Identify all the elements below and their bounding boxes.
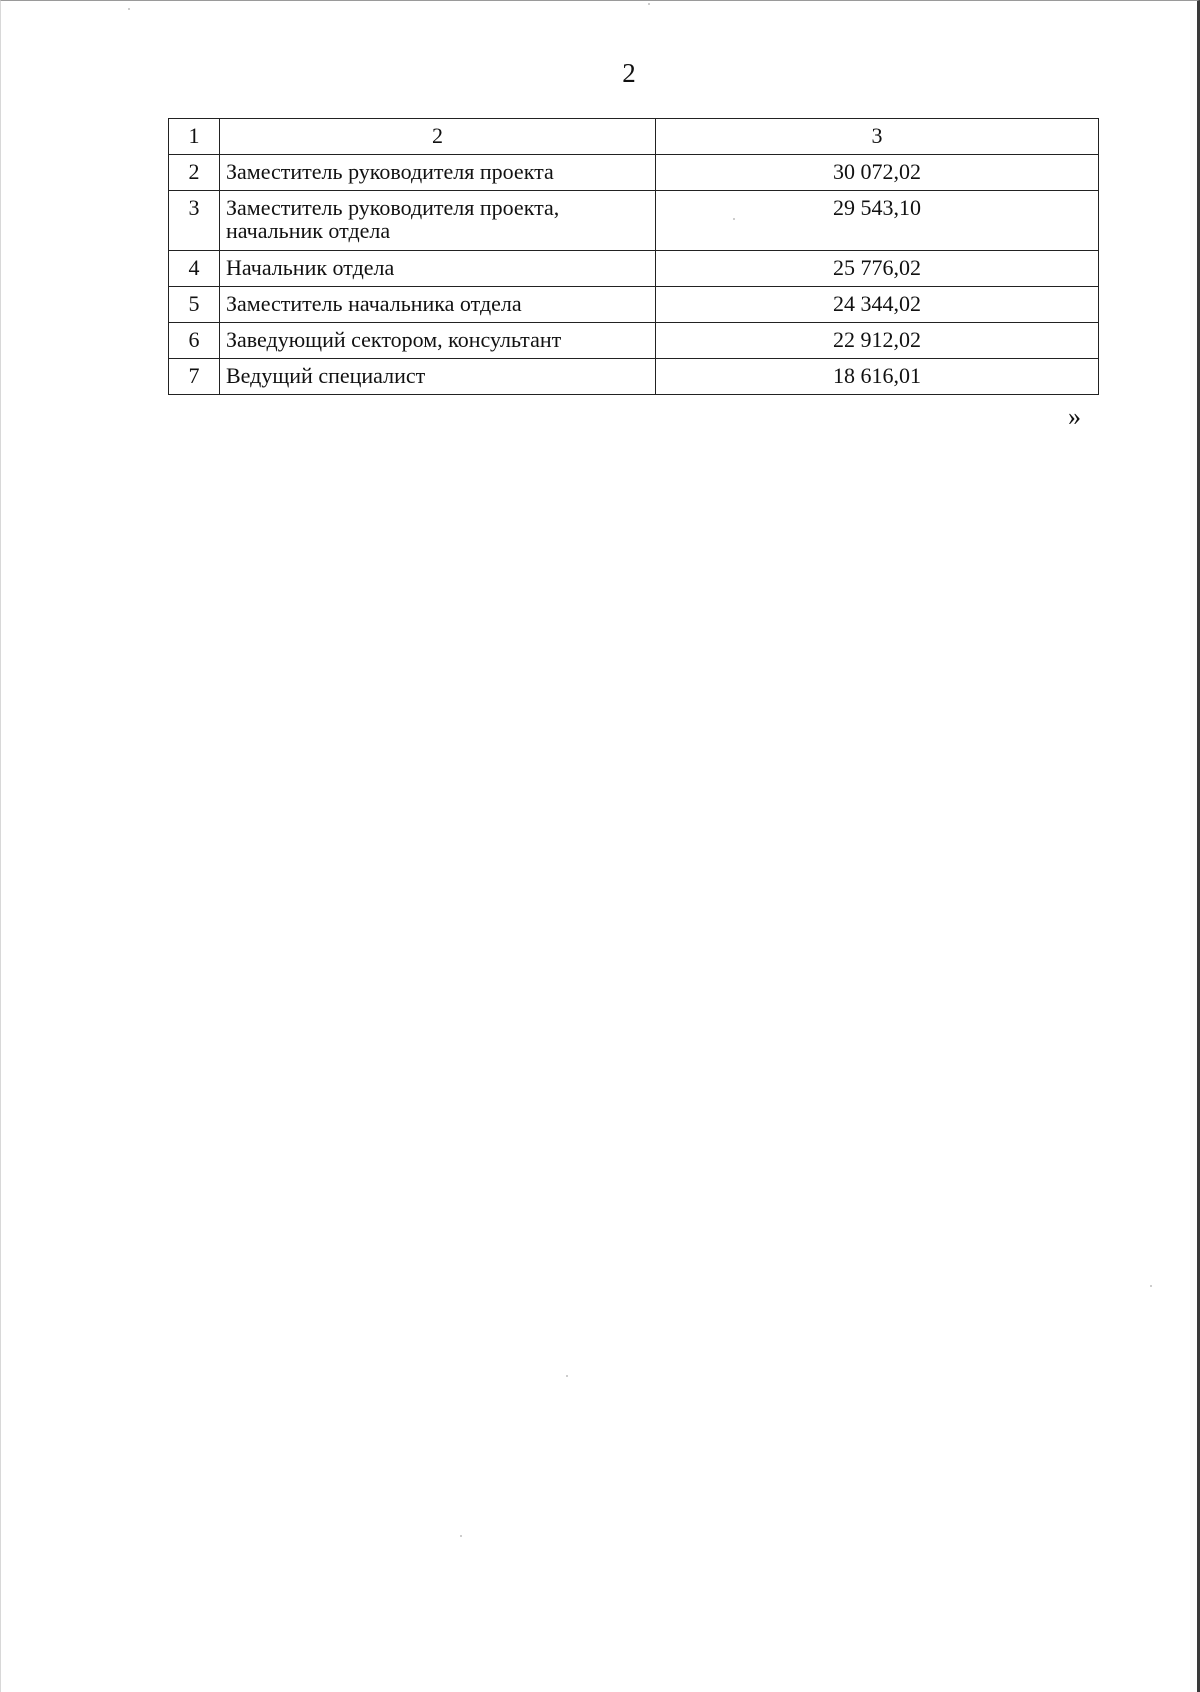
- salary-value: 24 344,02: [656, 287, 1099, 323]
- salary-table: [168, 118, 1099, 395]
- table-row: [169, 323, 1099, 359]
- header-cell-3: 3: [656, 119, 1099, 155]
- table-row: [169, 359, 1099, 395]
- position-title: [220, 191, 656, 251]
- table-row: [169, 155, 1099, 191]
- salary-value: 22 912,02: [656, 323, 1099, 359]
- position-title-line: Ведущий специалист: [226, 363, 426, 388]
- position-title-line: Заведующий сектором, консультант: [226, 327, 562, 352]
- position-title-line: Заместитель руководителя проекта,: [226, 195, 560, 220]
- header-cell-1: 1: [169, 119, 220, 155]
- row-number: 7: [169, 359, 220, 395]
- position-title: [220, 251, 656, 287]
- position-title-line: Начальник отдела: [226, 255, 395, 280]
- position-title-line: начальник отдела: [226, 218, 391, 243]
- closing-quote: »: [1068, 402, 1081, 431]
- position-title: [220, 359, 656, 395]
- position-title-line: Заместитель руководителя проекта: [226, 159, 554, 184]
- table-header-row: [169, 119, 1099, 155]
- scan-speck: [1150, 1285, 1152, 1287]
- salary-value: 29 543,10: [656, 191, 1099, 251]
- position-title: [220, 155, 656, 191]
- row-number: 4: [169, 251, 220, 287]
- position-title: [220, 287, 656, 323]
- salary-value: 30 072,02: [656, 155, 1099, 191]
- salary-value: 25 776,02: [656, 251, 1099, 287]
- scan-speck: [648, 3, 650, 5]
- row-number: 2: [169, 155, 220, 191]
- scan-speck: [128, 8, 130, 10]
- scan-speck: [733, 218, 735, 220]
- scan-speck: [566, 1375, 568, 1377]
- table-row: [169, 251, 1099, 287]
- position-title-line: Заместитель начальника отдела: [226, 291, 522, 316]
- table-row: [169, 287, 1099, 323]
- row-number: 3: [169, 191, 220, 251]
- page-number: 2: [622, 58, 636, 88]
- header-cell-2: 2: [220, 119, 656, 155]
- salary-value: 18 616,01: [656, 359, 1099, 395]
- position-title: [220, 323, 656, 359]
- scan-speck: [460, 1535, 462, 1537]
- table-row: [169, 191, 1099, 251]
- row-number: 5: [169, 287, 220, 323]
- row-number: 6: [169, 323, 220, 359]
